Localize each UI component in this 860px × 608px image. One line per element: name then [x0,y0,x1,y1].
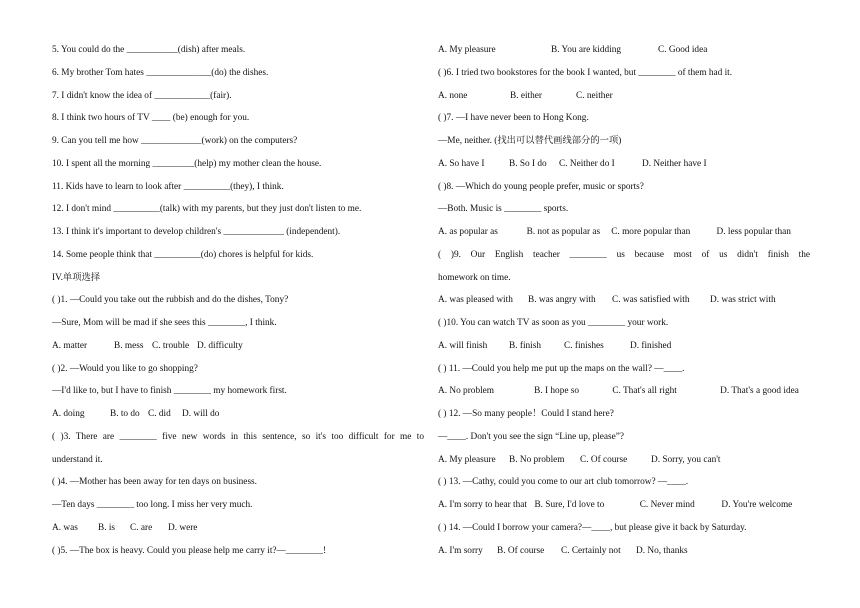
left-line: ( )2. —Would you like to go shopping? [52,363,198,374]
left-line: ( )3. There are ________ five new words in this sentence, so it's too difficult for me to [52,431,424,442]
answer-option: C. Neither do I [559,158,615,169]
left-line: 13. I think it's important to develop children's _____________ (independent). [52,227,341,237]
left-line: 7. I didn't know the idea of ____________(fair). [52,90,232,101]
answer-option: D. Sorry, you can't [651,454,721,465]
answer-option: A. No problem [438,386,495,397]
right-line: ( )10. You can watch TV as soon as you ________ your work. [438,318,669,328]
left-line: 9. Can you tell me how _____________(work) on the computers? [52,136,298,146]
left-line: understand it. [52,454,103,465]
right-line [438,498,810,521]
left-line: 14. Some people think that __________(do) chores is helpful for kids. [52,249,314,260]
answer-option: A. I'm sorry [438,545,483,556]
left-line: 5. You could do the ___________(dish) after meals. [52,45,246,55]
answer-option: C. neither [576,90,613,101]
right-line [438,225,810,248]
right-line: homework on time. [438,272,511,283]
answer-option: A. matter [52,340,88,351]
answer-option: C. Certainly not [561,545,621,556]
answer-option: A. none [438,90,468,101]
answer-option: B. was angry with [528,295,596,306]
right-line: ( )8. —Which do young people prefer, music or sports? [438,181,644,192]
answer-option: A. as popular as [438,227,498,237]
left-line: ( )4. —Mother has been away for ten days on business. [52,477,257,488]
left-line: —I'd like to, but I have to finish ________ my homework first. [52,386,287,397]
right-line: ( ) 13. —Cathy, could you come to our art club tomorrow? —____. [438,477,689,488]
left-line [52,521,424,544]
answer-option: C. was satisfied with [612,295,690,306]
answer-option: A. So have I [438,158,485,169]
answer-option: A. doing [52,409,85,419]
left-line: ( )5. —The box is heavy. Could you please help me carry it?—________! [52,545,327,556]
answer-option: C. finishes [564,340,604,351]
answer-option: D. finished [630,340,672,351]
right-line: —Me, neither. (找出可以替代画线部分的一项) [438,136,622,146]
answer-option: C. Of course [580,454,628,465]
answer-option: A. I'm sorry to hear that [438,500,527,510]
answer-option: A. My pleasure [438,454,496,465]
answer-option: A. was pleased with [438,295,513,306]
answer-option: A. My pleasure [438,45,496,55]
answer-option: C. did [148,409,171,419]
left-line [52,339,424,362]
answer-option: D. will do [182,409,220,419]
right-line [438,384,810,407]
answer-option: B. So I do [509,158,547,169]
answer-option: D. Neither have I [642,158,707,169]
right-line [438,453,810,476]
answer-option: C. trouble [152,340,190,351]
right-line [438,293,810,316]
answer-option: B. You are kidding [551,45,621,55]
answer-option: B. to do [110,409,140,419]
right-line [438,43,810,66]
answer-option: C. more popular than [611,227,691,237]
left-line: —Ten days ________ too long. I miss her very much. [52,500,253,510]
right-line: ( ) 11. —Could you help me put up the maps on the wall? —____. [438,363,685,374]
answer-option: C. Never mind [639,500,695,510]
answer-option: D. was strict with [710,295,776,306]
right-line [438,339,810,362]
answer-option: B. I hope so [534,386,580,397]
left-line: IV.单项选择 [52,272,101,283]
left-line: 6. My brother Tom hates ______________(do) the dishes. [52,67,269,78]
answer-option: B. either [510,90,543,101]
answer-option: C. are [130,522,153,533]
answer-option: D. That's a good idea [720,386,799,397]
answer-option: D. You're welcome [721,500,793,510]
left-line: 10. I spent all the morning _________(help) my mother clean the house. [52,158,322,169]
right-column [438,43,810,566]
answer-option: B. mess [114,340,144,351]
answer-option: A. will finish [438,340,488,351]
answer-option: B. finish [509,340,542,351]
left-line: ( )1. —Could you take out the rubbish and do the dishes, Tony? [52,295,289,306]
right-line: ( )9. Our English teacher ________ us because most of us didn't finish the [438,249,810,260]
right-line: ( )6. I tried two bookstores for the book I wanted, but ________ of them had it. [438,67,733,78]
answer-option: D. No, thanks [636,545,688,556]
answer-option: B. not as popular as [526,227,601,237]
right-line [438,157,810,180]
answer-option: D. less popular than [716,227,791,237]
right-line: ( )7. —I have never been to Hong Kong. [438,113,589,124]
answer-option: A. was [52,522,78,533]
left-line [52,407,424,430]
answer-option: C. That's all right [612,386,677,397]
answer-option: B. Of course [497,545,545,556]
answer-option: D. were [168,522,198,533]
answer-option: B. Sure, I'd love to [534,500,605,510]
answer-option: B. is [98,522,116,533]
left-line: 8. I think two hours of TV ____ (be) enough for you. [52,113,250,124]
left-line: 12. I don't mind __________(talk) with my parents, but they just don't listen to me. [52,204,362,215]
answer-option: B. No problem [509,454,565,465]
right-line: ( ) 14. —Could I borrow your camera?—____, but please give it back by Saturday. [438,522,747,533]
right-line [438,544,810,567]
right-line: —Both. Music is ________ sports. [438,204,569,215]
left-line: 11. Kids have to learn to look after __________(they), I think. [52,181,284,192]
right-line: ( ) 12. —So many people！Could I stand here? [438,409,614,419]
right-line [438,89,810,112]
answer-option: C. Good idea [658,45,708,55]
answer-option: D. difficulty [197,340,243,351]
right-line: —____. Don't you see the sign “Line up, please”? [438,431,625,442]
left-column [52,43,424,566]
left-line: —Sure, Mom will be mad if she sees this ________, I think. [52,318,277,328]
